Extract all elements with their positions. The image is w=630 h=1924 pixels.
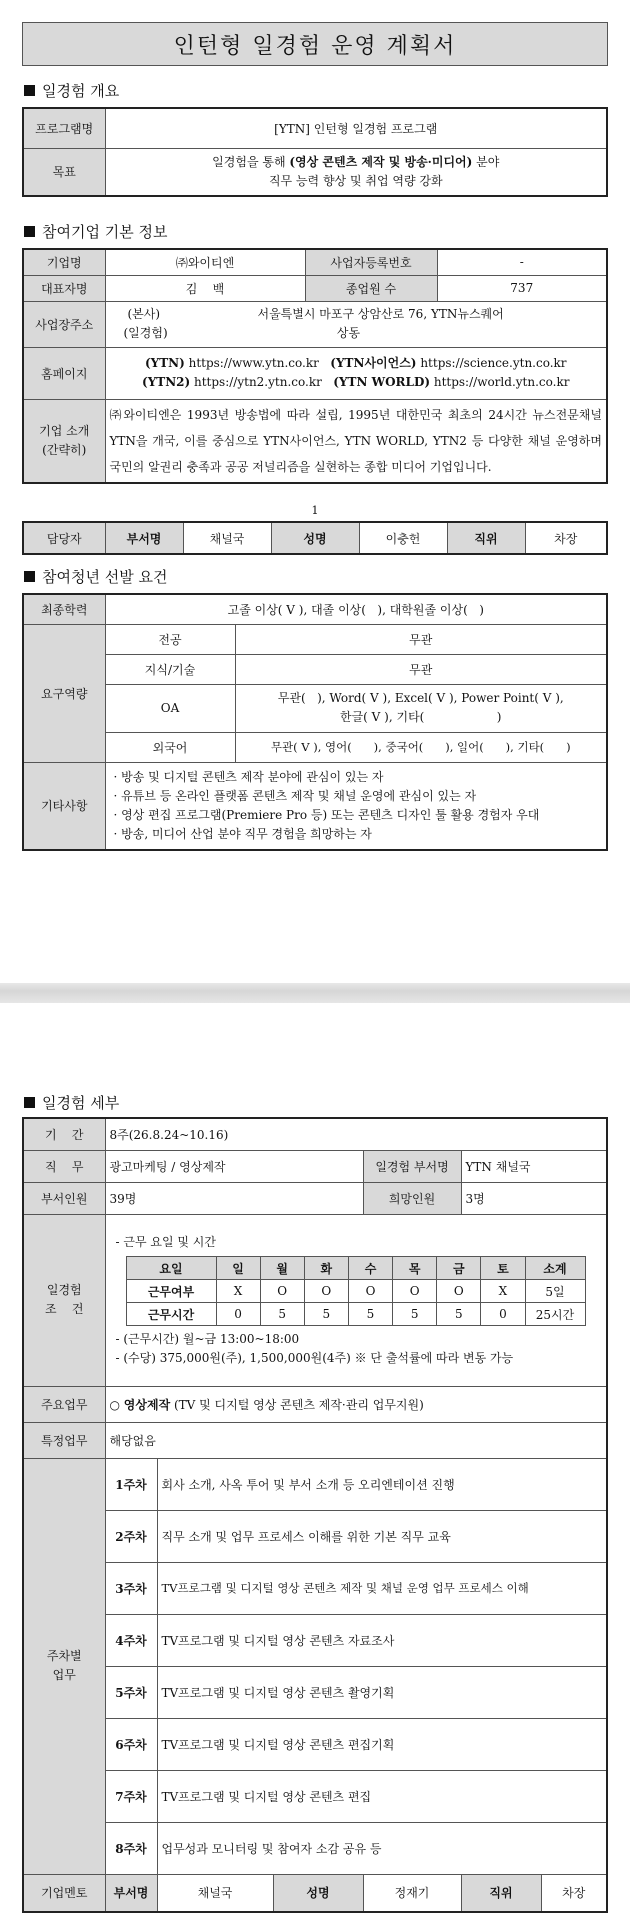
mentor-position-label: 직위	[461, 1874, 541, 1912]
week-label: 7주차	[105, 1770, 157, 1822]
intro-text: ㈜와이티엔은 1993년 방송법에 따라 설립, 1995년 대한민국 최초의 24시간 뉴스전문채널 YTN을 개국, 이를 중심으로 YTN사이언스, YTN WORLD, YTN2 등 다양한 채널 운영하며 국민의 알권리 충족과 공공 저널리즘을 실현하는 종합 미디어 기업입니다.	[105, 399, 607, 483]
week-task: TV프로그램 및 디지털 영상 콘텐츠 편집	[157, 1770, 607, 1822]
week-label: 8주차	[105, 1822, 157, 1874]
contact-name-label: 성명	[271, 522, 359, 554]
language-value: 무관( V ), 영어( ), 중국어( ), 일어( ), 기타( )	[235, 732, 607, 762]
goal-text-bold: (영상 콘텐츠 제작 및 방송·미디어)	[289, 154, 473, 169]
regno-label: 사업자등록번호	[305, 249, 437, 275]
period-value: 8주(26.8.24~10.16)	[105, 1118, 607, 1150]
section-title: 참여기업 기본 정보	[42, 223, 168, 241]
section-heading-detail	[24, 1092, 119, 1113]
etc-label: 기타사항	[23, 762, 105, 850]
employees-label: 종업원 수	[305, 275, 437, 301]
week-label: 6주차	[105, 1718, 157, 1770]
oa-line1: 무관( ), Word( V ), Excel( V ), Power Point( V ),	[277, 691, 564, 705]
goal-text-line2: 직무 능력 향상 및 취업 역량 강화	[268, 173, 443, 188]
address-label: 사업장주소	[23, 301, 105, 347]
contact-label: 담당자	[23, 522, 105, 554]
program-label: 프로그램명	[23, 108, 105, 148]
schedule-cell: 5	[304, 1303, 348, 1326]
oa-line2: 한글( V ), 기타( )	[340, 710, 502, 724]
schedule-hours-row	[126, 1303, 585, 1326]
schedule-cell: 5일	[525, 1280, 585, 1303]
week-task: TV프로그램 및 디지털 영상 콘텐츠 촬영기획	[157, 1666, 607, 1718]
company-table	[22, 248, 608, 484]
schedule-cell: O	[437, 1280, 481, 1303]
schedule-cell: 토	[481, 1257, 525, 1280]
intro-label	[23, 399, 105, 483]
condition-note-pay: - (수당) 375,000원(주), 1,500,000원(4주) ※ 단 출석률에 따라 변동 가능	[115, 1351, 514, 1365]
major-label: 전공	[105, 624, 235, 654]
page-2	[0, 1003, 630, 1924]
mentor-label: 기업멘토	[23, 1874, 105, 1912]
company-name-value: ㈜와이티엔	[105, 249, 305, 275]
intro-label-line1: 기업 소개	[39, 423, 90, 438]
week-task: 직무 소개 및 업무 프로세스 이해를 위한 기본 직무 교육	[157, 1510, 607, 1562]
section-heading-company	[24, 221, 167, 242]
week-label: 2주차	[105, 1510, 157, 1562]
address-site: 상동	[336, 326, 361, 340]
week-task: TV프로그램 및 디지털 영상 콘텐츠 자료조사	[157, 1614, 607, 1666]
week-label: 3주차	[105, 1562, 157, 1614]
skill-label: 지식/기술	[105, 654, 235, 684]
language-label: 외국어	[105, 732, 235, 762]
education-value: 고졸 이상( V ), 대졸 이상( ), 대학원졸 이상( )	[105, 594, 607, 624]
requirements-table	[22, 593, 608, 851]
contact-name-value: 이충헌	[359, 522, 447, 554]
schedule-cell: X	[216, 1280, 260, 1303]
weekly-label-line1: 주차별	[46, 1649, 82, 1663]
week-task: TV프로그램 및 디지털 영상 콘텐츠 편집기획	[157, 1718, 607, 1770]
skill-value: 무관	[235, 654, 607, 684]
address-hq-tag: (본사)	[127, 307, 161, 321]
schedule-cell: O	[393, 1280, 437, 1303]
schedule-cell: 화	[304, 1257, 348, 1280]
condition-label	[23, 1214, 105, 1386]
section-title: 일경험 세부	[42, 1094, 120, 1112]
etc-item: · 유튜브 등 온라인 플랫폼 콘텐츠 제작 및 채널 운영에 관심이 있는 자	[113, 788, 477, 803]
homepage-value	[105, 347, 607, 399]
schedule-cell: 5	[348, 1303, 392, 1326]
schedule-cell: 월	[260, 1257, 304, 1280]
special-task-value: 해당없음	[105, 1422, 607, 1458]
schedule-cell: 5	[393, 1303, 437, 1326]
etc-list	[105, 762, 607, 850]
special-task-label: 특정업무	[23, 1422, 105, 1458]
schedule-cell: 근무여부	[126, 1280, 216, 1303]
schedule-cell: 일	[216, 1257, 260, 1280]
competency-label: 요구역량	[23, 624, 105, 762]
ceo-label: 대표자명	[23, 275, 105, 301]
company-name-label: 기업명	[23, 249, 105, 275]
schedule-cell: X	[481, 1280, 525, 1303]
contact-position-label: 직위	[447, 522, 525, 554]
hope-value: 3명	[461, 1182, 607, 1214]
week-label: 1주차	[105, 1458, 157, 1510]
week-label: 5주차	[105, 1666, 157, 1718]
homepage-world-link[interactable]: https://world.ytn.co.kr	[430, 375, 570, 389]
regno-value: -	[437, 249, 607, 275]
section-heading-requirements	[24, 566, 167, 587]
homepage-label: 홈페이지	[23, 347, 105, 399]
mentor-dept-value: 채널국	[157, 1874, 273, 1912]
intro-label-line2: (간략히)	[42, 442, 87, 457]
education-label: 최종학력	[23, 594, 105, 624]
period-label: 기 간	[23, 1118, 105, 1150]
address-site-tag: (일경험)	[123, 326, 168, 340]
contact-position-value: 차장	[525, 522, 607, 554]
condition-label-line1: 일경험	[46, 1283, 82, 1297]
mentor-position-value: 차장	[541, 1874, 607, 1912]
program-value: [YTN] 인턴형 일경험 프로그램	[105, 108, 607, 148]
etc-item: · 방송 및 디지털 콘텐츠 제작 분야에 관심이 있는 자	[113, 769, 384, 784]
schedule-work-row	[126, 1280, 585, 1303]
schedule-cell: 금	[437, 1257, 481, 1280]
week-label: 4주차	[105, 1614, 157, 1666]
week-task: 업무성과 모니터링 및 참여자 소감 공유 등	[157, 1822, 607, 1874]
homepage-science-name: (YTN사이언스)	[330, 356, 417, 370]
detail-dept-value: YTN 채널국	[461, 1150, 607, 1182]
square-bullet-icon	[24, 1097, 35, 1108]
condition-content	[105, 1214, 607, 1386]
week-task: 회사 소개, 사옥 투어 및 부서 소개 등 오리엔테이션 진행	[157, 1458, 607, 1510]
detail-dept-label: 일경험 부서명	[363, 1150, 461, 1182]
schedule-cell: 5	[260, 1303, 304, 1326]
address-value	[105, 301, 607, 347]
schedule-cell: O	[348, 1280, 392, 1303]
week-task: TV프로그램 및 디지털 영상 콘텐츠 제작 및 채널 운영 업무 프로세스 이해	[157, 1562, 607, 1614]
section-heading-overview	[24, 80, 119, 101]
goal-label: 목표	[23, 148, 105, 196]
homepage-ytn-name: (YTN)	[144, 356, 185, 370]
schedule-cell: O	[260, 1280, 304, 1303]
schedule-table	[126, 1256, 586, 1326]
schedule-cell: 목	[393, 1257, 437, 1280]
schedule-cell: 근무시간	[126, 1303, 216, 1326]
job-value: 광고마케팅 / 영상제작	[105, 1150, 363, 1182]
section-title: 일경험 개요	[42, 82, 120, 100]
etc-item: · 방송, 미디어 산업 분야 직무 경험을 희망하는 자	[113, 826, 372, 841]
detail-table	[22, 1117, 608, 1913]
homepage-ytn2-link[interactable]: https://ytn2.ytn.co.kr	[190, 375, 334, 389]
section-title: 참여청년 선발 요건	[42, 568, 168, 586]
schedule-cell: 소계	[525, 1257, 585, 1280]
goal-text-pre: 일경험을 통해	[212, 154, 290, 169]
employees-value: 737	[437, 275, 607, 301]
contact-dept-value: 채널국	[183, 522, 271, 554]
hope-label: 희망인원	[363, 1182, 461, 1214]
address-hq: 서울특별시 마포구 상암산로 76, YTN뉴스퀘어	[257, 307, 504, 321]
main-task-bullet: ○	[109, 1397, 124, 1412]
goal-value	[105, 148, 607, 196]
main-task-value	[105, 1386, 607, 1422]
main-task-label: 주요업무	[23, 1386, 105, 1422]
weekly-label-line2: 업무	[52, 1668, 76, 1682]
schedule-cell: 25시간	[525, 1303, 585, 1326]
etc-item: · 영상 편집 프로그램(Premiere Pro 등) 또는 콘텐츠 디자인 툴 활용 경험자 우대	[113, 807, 540, 822]
goal-text-post: 분야	[472, 154, 500, 169]
homepage-science-link[interactable]: https://science.ytn.co.kr	[416, 356, 567, 370]
schedule-cell: 5	[437, 1303, 481, 1326]
staff-value: 39명	[105, 1182, 363, 1214]
job-label: 직 무	[23, 1150, 105, 1182]
condition-note-hours: - (근무시간) 월~금 13:00~18:00	[115, 1332, 300, 1346]
major-value: 무관	[235, 624, 607, 654]
page-separator	[0, 983, 630, 1003]
square-bullet-icon	[24, 85, 35, 96]
mentor-name-label: 성명	[273, 1874, 363, 1912]
oa-label: OA	[105, 684, 235, 732]
condition-intro: - 근무 요일 및 시간	[115, 1235, 216, 1249]
oa-value	[235, 684, 607, 732]
main-task-desc: (TV 및 디지털 영상 콘텐츠 제작·관리 업무지원)	[170, 1397, 424, 1412]
contact-dept-label: 부서명	[105, 522, 183, 554]
contact-table	[22, 521, 608, 555]
homepage-ytn-link[interactable]: https://www.ytn.co.kr	[184, 356, 331, 370]
staff-label: 부서인원	[23, 1182, 105, 1214]
condition-label-line2: 조 건	[45, 1302, 84, 1316]
schedule-cell: 0	[481, 1303, 525, 1326]
weekly-label	[23, 1458, 105, 1874]
main-task-bold: 영상제작	[123, 1397, 171, 1412]
document-title: 인턴형 일경험 운영 계획서	[22, 22, 608, 66]
mentor-name-value: 정재기	[363, 1874, 461, 1912]
square-bullet-icon	[24, 571, 35, 582]
homepage-ytn2-name: (YTN2)	[142, 375, 191, 389]
mentor-dept-label: 부서명	[105, 1874, 157, 1912]
schedule-cell: O	[304, 1280, 348, 1303]
square-bullet-icon	[24, 226, 35, 237]
schedule-cell: 요일	[126, 1257, 216, 1280]
schedule-cell: 수	[348, 1257, 392, 1280]
schedule-cell: 0	[216, 1303, 260, 1326]
page-number: 1	[311, 504, 319, 517]
schedule-header-row	[126, 1257, 585, 1280]
overview-table	[22, 107, 608, 197]
homepage-world-name: (YTN WORLD)	[333, 375, 431, 389]
ceo-value: 김 백	[105, 275, 305, 301]
